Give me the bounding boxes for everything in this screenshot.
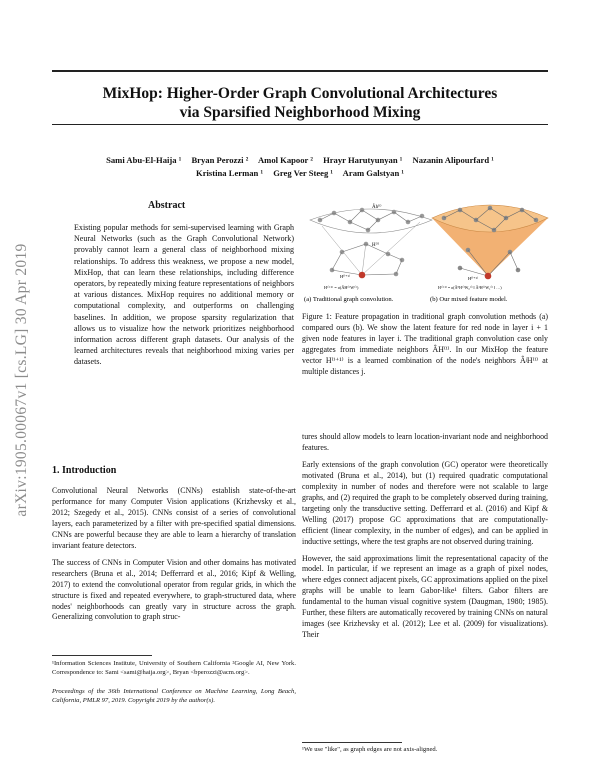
figure-1b-graph — [432, 205, 548, 290]
title-line-1: MixHop: Higher-Order Graph Convolutional Architectures — [102, 85, 498, 102]
right-paragraph-3: However, the said approximations limit the representational capacity of the model. In particular, if we represent an image as a graph of pixel nodes, where edges connect adjacent pixels, GC approximations applied on the pixel graphs will be unable to learn Gabor-like¹ filters. Gabor filters are fundamental to the human visual cognitive system (Daugman, 1980; 1985). Further, these filters are automatically recovered by training CNNs on natural images (see Krizhevsky et al. (2012); Lee et al. (2009) for visualizations). Their — [302, 553, 548, 640]
intro-paragraph-2: The success of CNNs in Computer Vision and other domains has motivated researchers (Bruna et al., 2014; Defferrard et al., 2016; Kipf & Welling, 2017) to extend the convolutional operator from regular grids, in which the structure is fixed and repeated everywhere, to graph-structured data, where nodes' neighborhoods can greatly vary in structure across the graph. Generalizing convolution to graph struc- — [52, 557, 296, 622]
fig-b-equation: H⁽ⁱ⁺¹⁾ = σ(Â⁰H⁽ⁱ⁾W₀⁽ⁱ⁾ ‖ Â¹H⁽ⁱ⁾W₁⁽ⁱ⁾ ‖ …) — [438, 285, 502, 290]
footnote-1: ¹We use "like", as graph edges are not axis-aligned. — [302, 746, 438, 753]
figure-1b-subcaption: (b) Our mixed feature model. — [430, 296, 508, 303]
title-line-2: via Sparsified Neighborhood Mixing — [179, 104, 421, 121]
author-list — [60, 154, 540, 180]
fig-a-label-top: Âh⁽ⁱ⁾ — [372, 205, 382, 210]
authors-line-2 — [60, 167, 540, 180]
fig-a-label-mid: H⁽ⁱ⁾ — [372, 243, 379, 248]
author: Nazanin Alipourfard ¹ — [412, 155, 494, 165]
abstract-body: Existing popular methods for semi-supervised learning with Graph Neural Networks (such as the Graph Convolutional Network) provably cannot learn a general class of neighborhood mixing relationships. To address this weakness, we propose a new model, MixHop, that can learn these relationships, including difference operators, by repeatedly mixing feature representations of neighbors at various distances. MixHop requires no additional memory or computational complexity, and outperforms on challenging baselines. In addition, we propose sparsity regularization that allows us to visualize how the network prioritizes neighborhood information across different graph datasets. Our analysis of the learned architectures reveals that neighborhood mixing varies per datasets. — [74, 223, 294, 367]
fig-b-label-low: H⁽ⁱ⁺¹⁾ — [468, 276, 478, 281]
author: Kristina Lerman ¹ — [196, 168, 264, 178]
intro-paragraph-1: Convolutional Neural Networks (CNNs) establish state-of-the-art performance for many Computer Vision applications (Krizhevsky et al., 2012; Szegedy et al., 2015). CNNs consist of a series of convolutional layers, each parameterized by a filter with pre-specified spatial dimensions. CNNs are powerful because they are able to learn a hierarchy of translation invariant feature detectors. — [52, 486, 296, 550]
intro-heading: 1. Introduction — [52, 465, 117, 476]
figure-1a-subcaption: (a) Traditional graph convolution. — [304, 296, 394, 303]
figure-1a-graph — [310, 203, 432, 290]
target-node — [485, 273, 492, 280]
author: Greg Ver Steeg ¹ — [273, 168, 333, 178]
title-bottom-rule — [52, 124, 548, 125]
right-column — [302, 432, 548, 647]
graph-nodes — [318, 208, 425, 277]
affiliation-note: ¹Information Sciences Institute, University of Southern California ²Google AI, New York. Correspondence to: Sami <sami@haija.org>, Bryan <bperozzi@acm.org>. — [52, 660, 296, 676]
paper-title — [52, 84, 548, 122]
abstract-heading: Abstract — [148, 200, 186, 211]
right-paragraph-1: tures should allow models to learn location-invariant node and neighborhood features. — [302, 432, 548, 452]
author: Amol Kapoor ² — [257, 155, 313, 165]
authors-line-1 — [60, 154, 540, 167]
author: Hrayr Harutyunyan ¹ — [323, 155, 403, 165]
title-top-rule — [52, 70, 548, 72]
proceedings-note: Proceedings of the 36th International Conference on Machine Learning, Long Beach, California, PMLR 97, 2019. Copyright 2019 by the author(s). — [52, 688, 296, 704]
figure-1 — [302, 198, 552, 306]
author: Sami Abu-El-Haija ¹ — [106, 155, 182, 165]
fig-a-label-low: H⁽ⁱ⁺¹⁾ — [340, 274, 350, 279]
figure-1-caption: Figure 1: Feature propagation in traditional graph convolution methods (a) compared ours (b). We show the latent feature for red node in layer i + 1 given node features in layer i. The traditional graph convolution case only aggregates from immediate neighbors ÂH⁽ⁱ⁾. In our MixHop the feature vector H⁽ⁱ⁺¹⁾ is a learned combination of the node's neighbors ÂʲH⁽ⁱ⁾ at multiple distances j. — [302, 312, 548, 376]
right-footnote-rule — [302, 742, 402, 743]
author: Bryan Perozzi ² — [191, 155, 249, 165]
arxiv-stamp — [2, 0, 42, 776]
fig-a-equation: H⁽ⁱ⁺¹⁾ = σ(ÂH⁽ⁱ⁾W⁽ⁱ⁾) — [324, 285, 359, 290]
right-paragraph-2: Early extensions of the graph convolution (GC) operator were theoretically motivated (Bruna et al., 2014), but (1) required quadratic computational complexity in number of nodes and therefore were not scalable to large graphs, and (2) required the graph to be completely observed during training, targeting only the transductive setting. Defferrard et al. (2016) and Kipf & Welling (2017) propose GC approximations that are computationally-efficient (linear complexity, in the number of edges), and can be applied in inductive settings, where the test graphs are not observed during training. — [302, 459, 548, 546]
intro-left-column — [52, 486, 296, 629]
arxiv-stamp-text: arXiv:1905.00067v1 [cs.LG] 30 Apr 2019 — [13, 243, 30, 517]
target-node — [359, 272, 366, 279]
author: Aram Galstyan ¹ — [342, 168, 404, 178]
left-footnote-rule — [52, 655, 152, 656]
